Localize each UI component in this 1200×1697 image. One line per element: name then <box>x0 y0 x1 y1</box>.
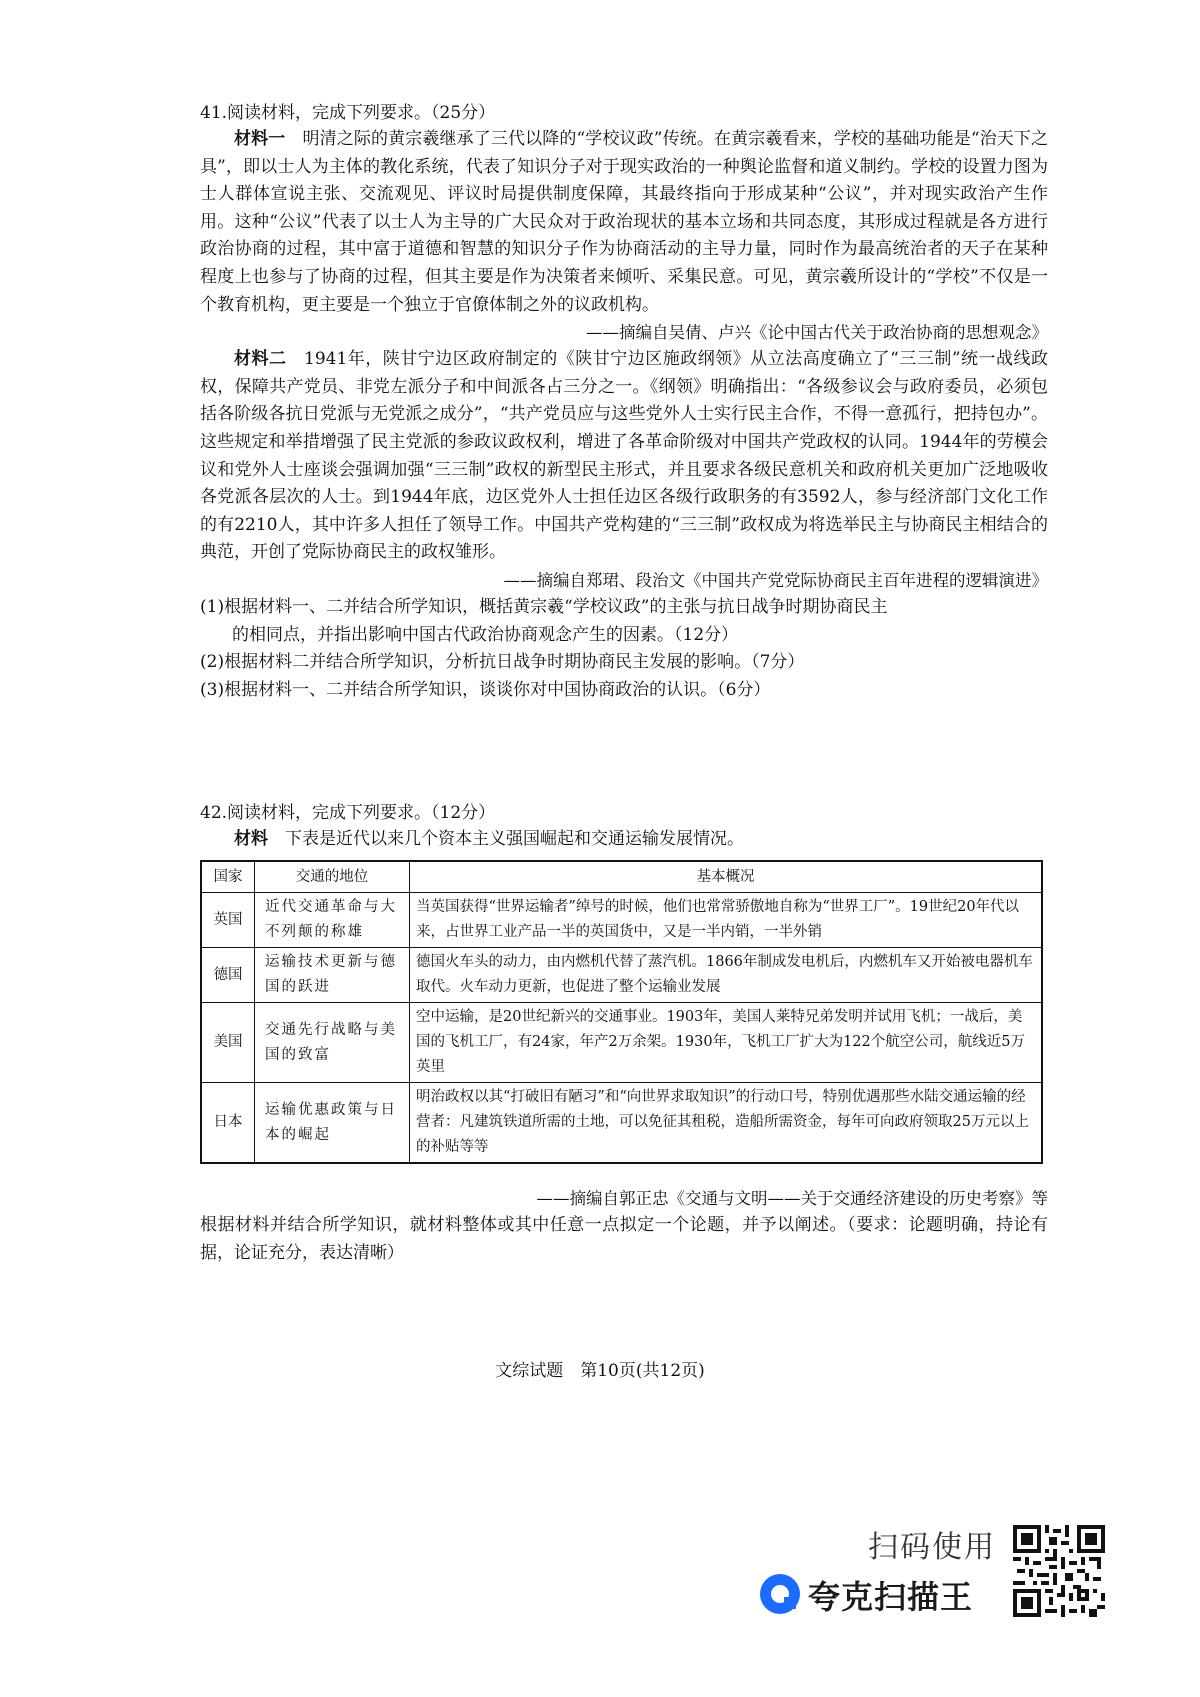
material-2-text: 1941年，陕甘宁边区政府制定的《陕甘宁边区施政纲领》从立法高度确立了“三三制”统一战线政权，保障共产党员、非党左派分子和中间派各占三分之一。《纲领》明确指出：“各级参议会与政府委员，必须包括各阶级各抗日党派与无党派之成分”，“共产党员应与这些党外人士实行民主合作，不得一意孤行，把持包办”。这些规定和举措增强了民主党派的参政议政权利，增进了各革命阶级对中国共产党政权的认同。1944年的劳模会议和党外人士座谈会强调加强“三三制”政权的新型民主形式，并且要求各级民意机关和政府机关更加广泛地吸收各党派各层次的人士。到1944年底，边区党外人士担任边区各级行政职务的有3592人，参与经济部门文化工作的有2210人，其中许多人担任了领导工作。中国共产党构建的“三三制”政权成为将选举民主与协商民主相结合的典范，开创了党际协商民主的政权雏形。 <box>200 349 1049 563</box>
cell-status: 交通先行战略与美国的致富 <box>255 1003 410 1083</box>
cell-overview: 明治政权以其“打破旧有陋习”和“向世界求取知识”的行动口号，特别优遇那些水陆交通运输的经营者：凡建筑铁道所需的土地，可以免征其租税，造船所需资金，每年可向政府领取25万元以上的补贴等等 <box>410 1083 1043 1164</box>
cell-country: 美国 <box>201 1003 255 1083</box>
scan-to-use-text: 扫码使用 <box>868 1530 996 1565</box>
table-row <box>201 948 1042 1003</box>
material-1-source: ——摘编自吴倩、卢兴《论中国古代关于政治协商的思想观念》 <box>586 323 1048 343</box>
q42-material-lead: 材料 <box>234 829 268 849</box>
q42-task: 根据材料并结合所学知识，就材料整体或其中任意一点拟定一个论题，并予以阐述。（要求：论题明确，持论有据，论证充分，表达清晰） <box>200 1215 1048 1263</box>
material-1-lead: 材料一 <box>234 129 286 149</box>
q41-subquestion-1-cont: 的相同点，并指出影响中国古代政治协商观念产生的因素。（12分） <box>232 624 739 645</box>
material-1-text: 明清之际的黄宗羲继承了三代以降的“学校议政”传统。在黄宗羲看来，学校的基础功能是“治天下之具”，即以士人为主体的教化系统，代表了知识分子对于现实政治的一种舆论监督和道义制约。学校的设置力图为士人群体宣说主张、交流观见、评议时局提供制度保障，其最终指向于形成某种“公议”，并对现实政治产生作用。这种“公议”代表了以士人为主导的广大民众对于政治现状的基本立场和共同态度，其形成过程就是各方进行政治协商的过程，其中富于道德和智慧的知识分子作为协商活动的主导力量，同时作为最高统治者的天子在某种程度上也参与了协商的过程，但其主要是作为决策者来倾听、采集民意。可见，黄宗羲所设计的“学校”不仅是一个教育机构，更主要是一个独立于官僚体制之外的议政机构。 <box>200 129 1048 315</box>
qr-code-icon[interactable] <box>1013 1525 1105 1617</box>
q41-subquestion-2: (2)根据材料二并结合所学知识，分析抗日战争时期协商民主发展的影响。（7分） <box>200 652 805 673</box>
question-41-title: 41.阅读材料，完成下列要求。（25分） <box>200 103 496 123</box>
question-42-title: 42.阅读材料，完成下列要求。（12分） <box>200 803 496 823</box>
scanner-watermark <box>760 1522 1010 1652</box>
cell-country: 德国 <box>201 948 255 1003</box>
q42-material <box>200 826 1048 854</box>
question-41 <box>200 100 1048 704</box>
page-footer: 文综试题 第10页(共12页) <box>495 1361 705 1381</box>
material-2-source: ——摘编自郑珺、段治文《中国共产党党际协商民主百年进程的逻辑演进》 <box>503 570 1048 590</box>
transport-table <box>200 860 1043 1164</box>
material-2-lead: 材料二 <box>234 349 287 370</box>
cell-status: 近代交通革命与大不列颠的称雄 <box>255 893 410 948</box>
q42-source: ——摘编自郭正忠《交通与文明——关于交通经济建设的历史考察》等 <box>536 1189 1048 1208</box>
q42-after-table <box>200 1185 1048 1267</box>
header-overview: 基本概况 <box>410 861 1043 893</box>
table-row <box>201 893 1042 948</box>
q42-material-text: 下表是近代以来几个资本主义强国崛起和交通运输发展情况。 <box>285 829 744 849</box>
header-country: 国家 <box>201 861 255 893</box>
q41-material-2 <box>200 346 1048 567</box>
app-name: 夸克扫描王 <box>808 1578 974 1616</box>
question-42 <box>200 800 1048 854</box>
q41-material-1 <box>200 126 1048 319</box>
table-row <box>201 1003 1042 1083</box>
cell-status: 运输技术更新与德国的跃进 <box>255 948 410 1003</box>
cell-status: 运输优惠政策与日本的崛起 <box>255 1083 410 1164</box>
cell-overview: 德国火车头的动力，由内燃机代替了蒸汽机。1866年制成发电机后，内燃机车又开始被电器机车取代。火车动力更新，也促进了整个运输业发展 <box>410 948 1043 1003</box>
table-row <box>201 1083 1042 1164</box>
q41-subquestion-1: (1)根据材料一、二并结合所学知识，概括黄宗羲“学校议政”的主张与抗日战争时期协商民主 <box>200 596 888 617</box>
cell-overview: 空中运输，是20世纪新兴的交通事业。1903年，美国人莱特兄弟发明并试用飞机；一战后，美国的飞机工厂，有24家，年产2万余架。1930年，飞机工厂扩大为122个航空公司，航线近5万英里 <box>410 1003 1043 1083</box>
cell-country: 日本 <box>201 1083 255 1164</box>
cell-overview: 当英国获得“世界运输者”绰号的时候，他们也常常骄傲地自称为“世界工厂”。19世纪20年代以来，占世界工业产品一半的英国货中，又是一半内销，一半外销 <box>410 893 1043 948</box>
cell-country: 英国 <box>201 893 255 948</box>
table-header-row <box>201 861 1042 893</box>
q41-subquestion-3: (3)根据材料一、二并结合所学知识，谈谈你对中国协商政治的认识。（6分） <box>200 679 771 700</box>
header-status: 交通的地位 <box>255 861 410 893</box>
quark-logo-tail-icon <box>784 1597 796 1609</box>
